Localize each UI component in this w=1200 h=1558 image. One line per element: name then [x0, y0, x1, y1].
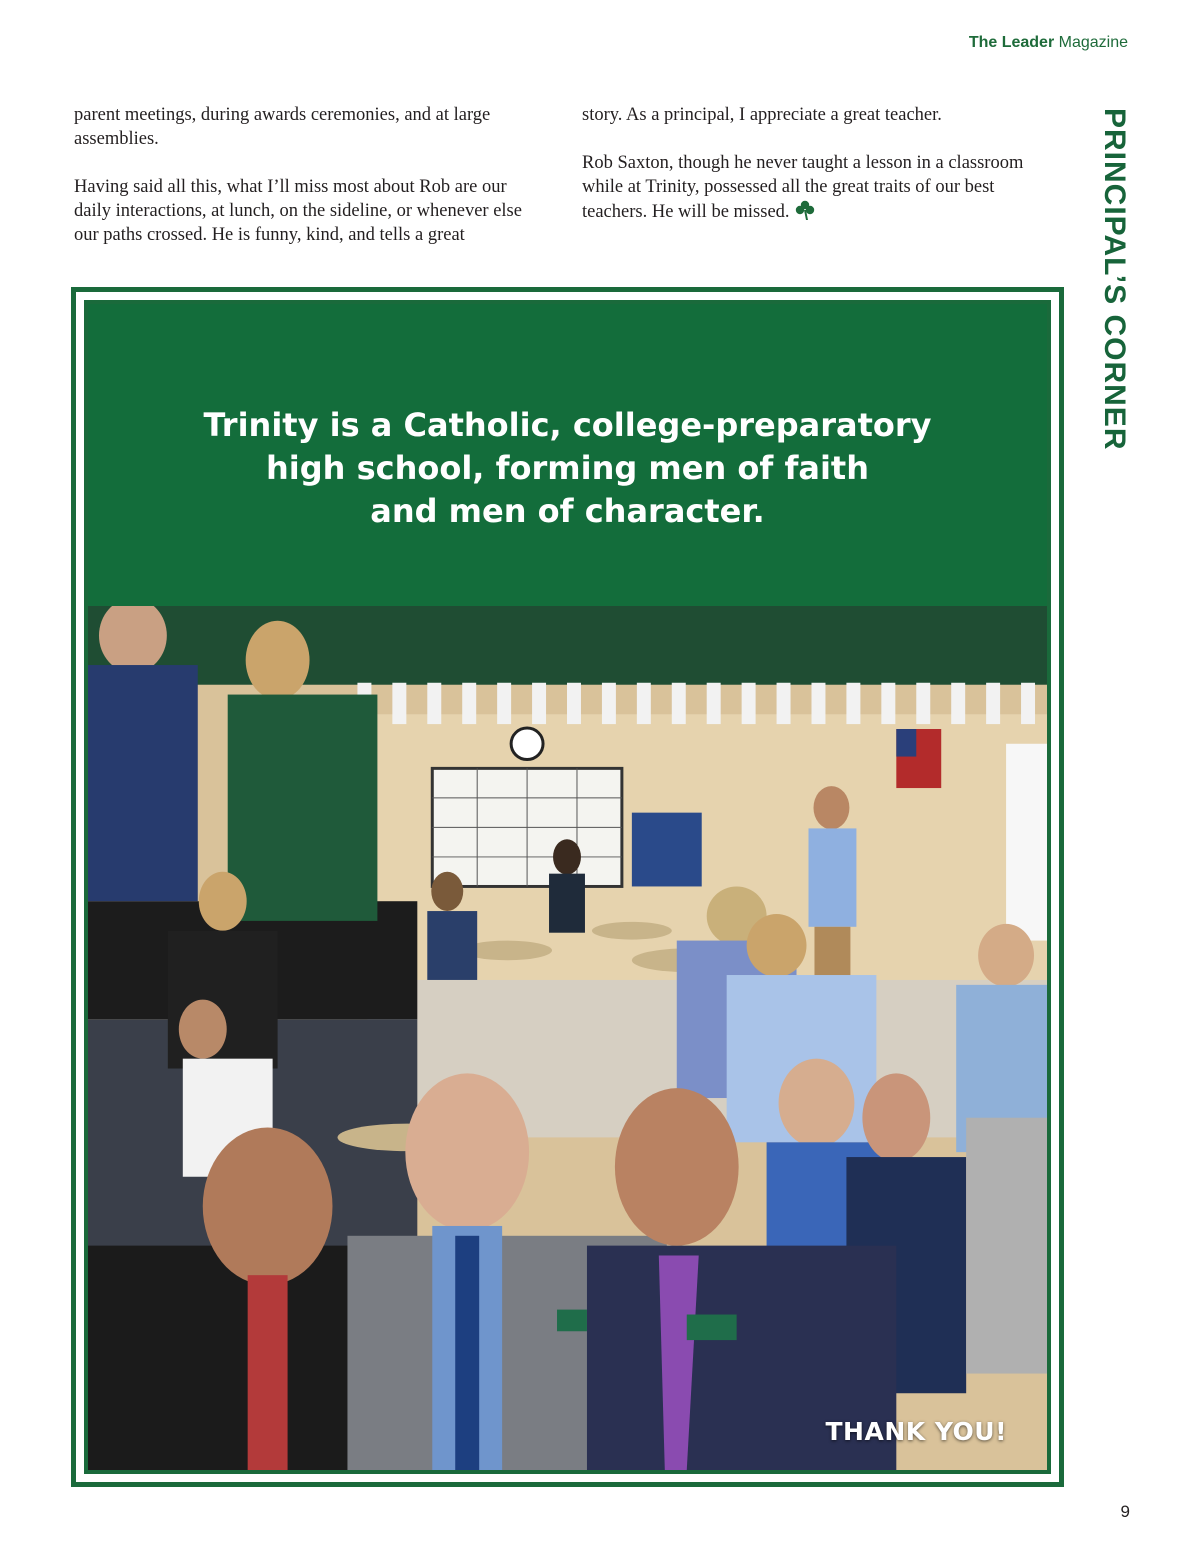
article-paragraph: parent meetings, during awards ceremonies, and at large assemblies. [74, 105, 491, 149]
magazine-header [969, 34, 1128, 52]
page-number: 9 [1120, 1502, 1130, 1521]
article-column-left [74, 103, 544, 271]
magazine-name: The Leader [968, 34, 1055, 51]
article-paragraph-last [582, 151, 1052, 228]
section-title-vertical: PRINCIPAL’S CORNER [1098, 108, 1131, 451]
article-paragraph: Having said all this, what I’ll miss most about Rob are our daily interactions, at lunch, on the sideline, or whenever else our paths crossed. He is funny, kind, and tells a great [74, 177, 522, 245]
mission-line: Trinity is a Catholic, college-preparatory [203, 406, 932, 444]
feature-frame [71, 287, 1064, 1487]
feature-panel [84, 300, 1051, 1474]
mission-statement [148, 404, 987, 533]
mission-line: and men of character. [370, 492, 765, 530]
magazine-label: Magazine [1058, 34, 1128, 51]
shamrock-icon [794, 199, 816, 228]
article-paragraph: story. As a principal, I appreciate a great teacher. [582, 105, 942, 125]
article-paragraph-text: Rob Saxton, though he never taught a lesson in a classroom while at Trinity, possessed all the great traits of our best teachers. He will be missed. [582, 153, 1024, 222]
thank-you-caption: THANK YOU! [825, 1417, 1007, 1446]
mission-line: high school, forming men of faith [265, 449, 869, 487]
classroom-collage-photo [88, 606, 1047, 1470]
article-column-right [582, 103, 1052, 252]
